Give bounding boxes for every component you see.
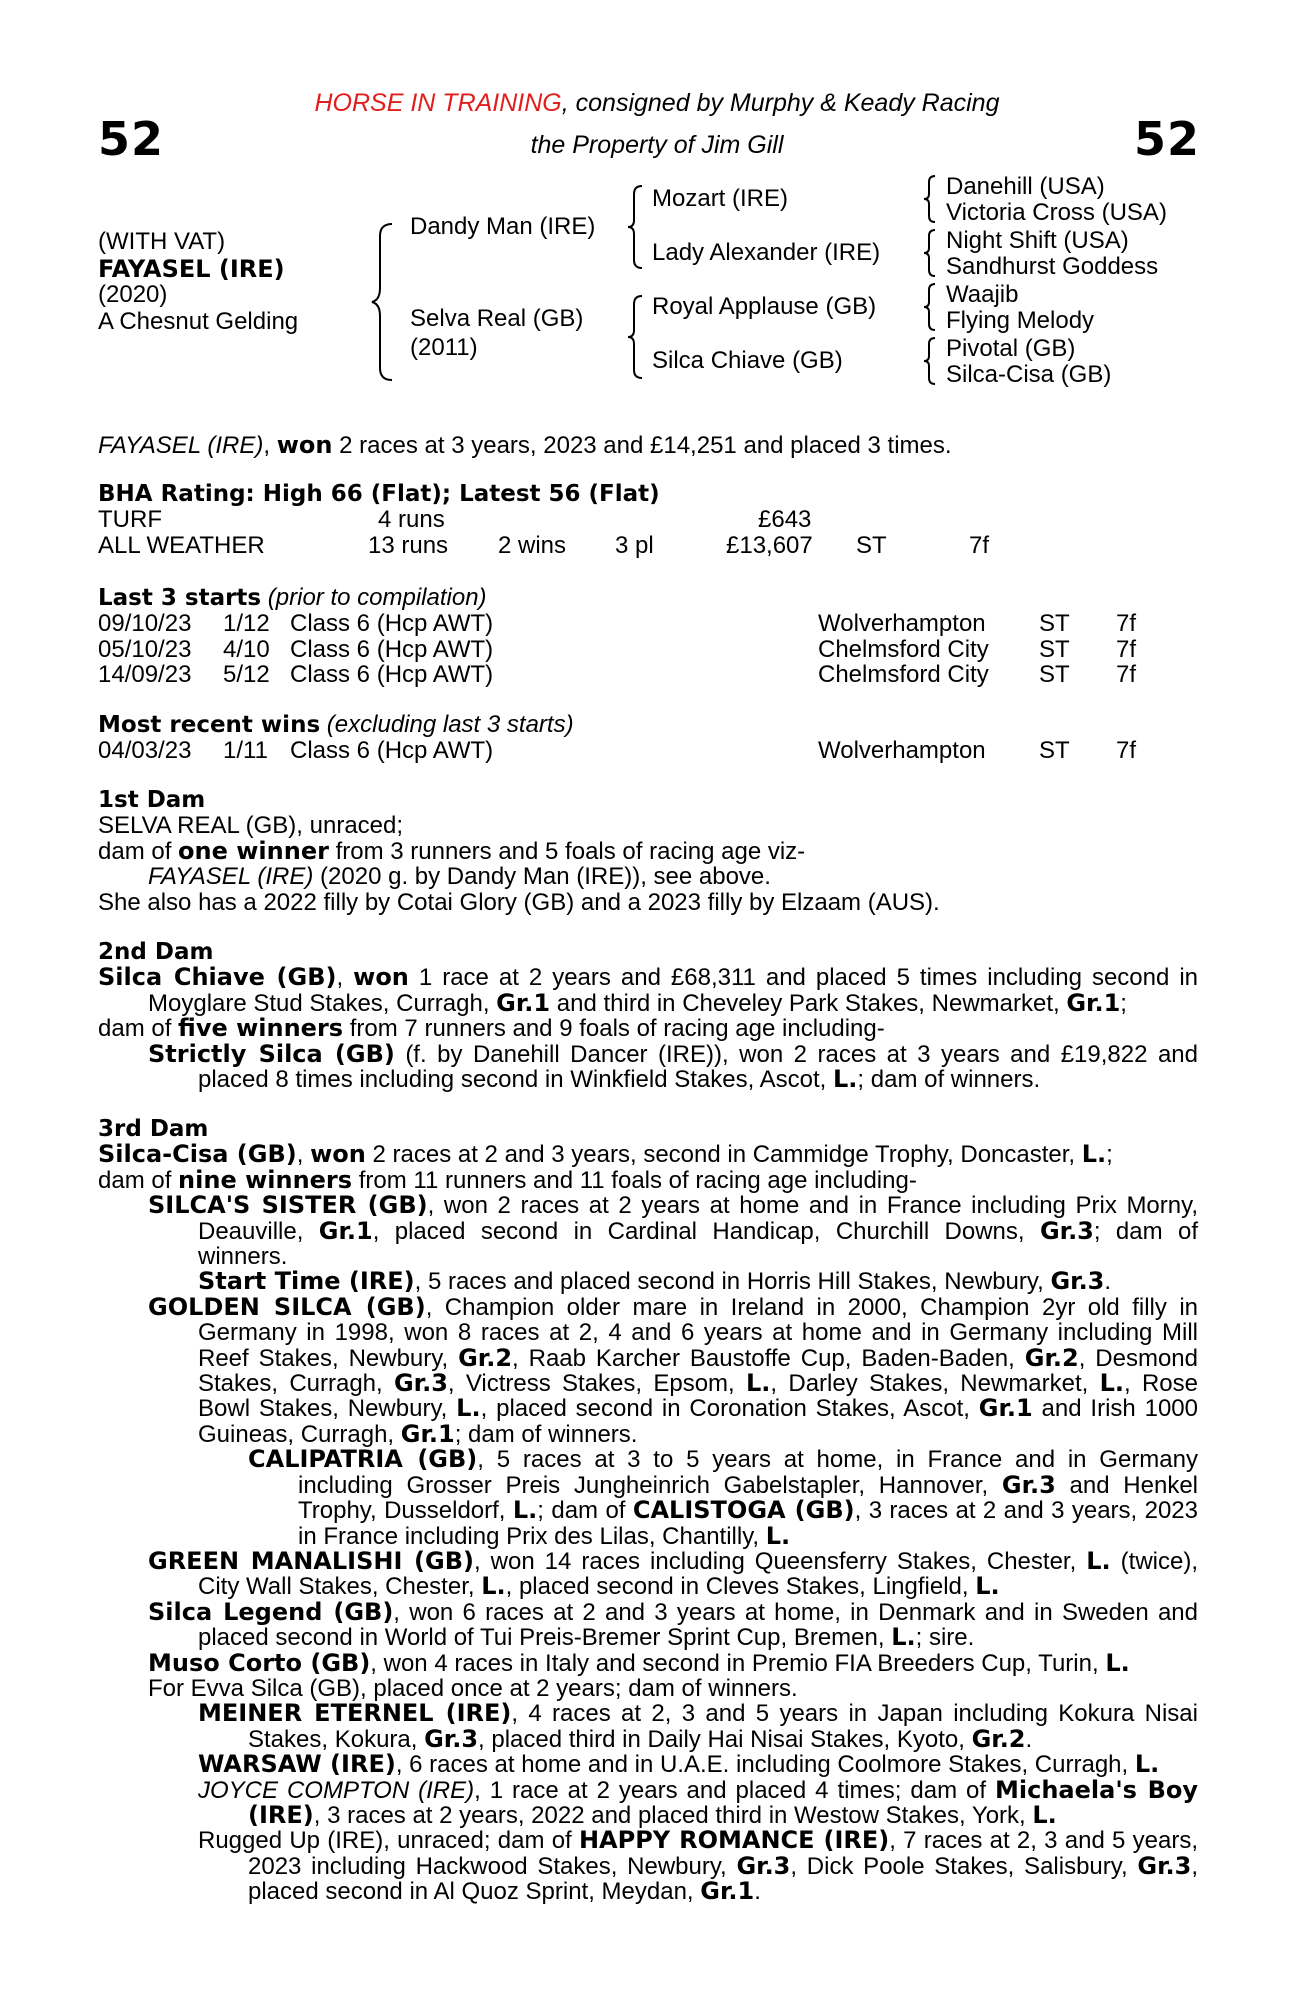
brace-g4 xyxy=(922,336,938,386)
brace-main xyxy=(370,222,400,382)
race-summary: FAYASEL (IRE), won 2 races at 3 years, 2023 and £14,251 and placed 3 times. xyxy=(98,431,952,459)
brace-g1 xyxy=(922,174,938,224)
ancestor-3: Night Shift (USA) xyxy=(946,227,1129,254)
brace-dam xyxy=(626,294,646,380)
ancestor-2: Victoria Cross (USA) xyxy=(946,199,1167,226)
brace-g2 xyxy=(922,228,938,278)
third-dam-section: 3rd Dam Silca-Cisa (GB), won 2 races at 2 and 3 years, second in Cammidge Trophy, Doncaster, L.; dam of nine winners from 11 runners and 11 foals of racing age including- SILCA'S SISTER (GB), won 2 races at 2 years at home and in France including Prix Morny, Deauville, Gr.1, placed second in Cardinal Handicap, Churchill Downs, Gr.3; dam of winners. Start Time (IRE), 5 races and placed second in Horris Hill Stakes, Newbury, Gr.3. GOLDEN SILCA (GB), Champion older mare in Ireland in 2000, Champion 2yr old filly in Germany in 1998, won 8 races at 2, 4 and 6 years at home and in Germany including Mill Reef Stakes, Newbury, Gr.2, Raab Karcher Baustoffe Cup, Baden-Baden, Gr.2, Desmond Stakes, Curragh, Gr.3, Victress Stakes, Epsom, L., Darley Stakes, Newmarket, L., Rose Bowl Stakes, Newbury, L., placed second in Coronation Stakes, Ascot, Gr.1 and Irish 1000 Guineas, Curragh, Gr.1; dam of winners. CALIPATRIA (GB), 5 races at 3 to 5 years at home, in France and in Germany including Grosser Preis Jungheinrich Gabelstapler, Hannover, Gr.3 and Henkel Trophy, Dusseldorf, L.; dam of CALISTOGA (GB), 3 races at 2 and 3 years, 2023 in France including Prix des Lilas, Chantilly, L. GREEN MANALISHI (GB), won 14 races including Queensferry Stakes, Chester, L. (twice), City Wall Stakes, Chester, L., placed second in Cleves Stakes, Lingfield, L. Silca Legend (GB), won 6 races at 2 and 3 years at home, in Denmark and in Sweden and placed second in World of Tui Preis-Bremer Sprint Cup, Bremen, L.; sire. Muso Corto (GB), won 4 races in Italy and second in Premio FIA Breeders Cup, Turin, L. For Evva Silca (GB), placed once at 2 years; dam of winners. MEINER ETERNEL (IRE), 4 races at 2, 3 and 5 years in Japan including Kokura Nisai Stakes, Kokura, Gr.3, placed third in Daily Hai Nisai Stakes, Kyoto, Gr.2. WARSAW (IRE), 6 races at home and in U.A.E. including Coolmore Stakes, Curragh, L. JOYCE COMPTON (IRE), 1 race at 2 years and placed 4 times; dam of Michaela's Boy (IRE), 3 races at 2 years, 2022 and placed third in Westow Stakes, York, L. Rugged Up (IRE), unraced; dam of HAPPY ROMANCE (IRE), 7 races at 2, 3 and 5 years, 2023 including Hackwood Stakes, Newbury, Gr.3, Dick Poole Stakes, Salisbury, Gr.3, placed second in Al Quoz Sprint, Meydan, Gr.1. xyxy=(98,1116,1199,1906)
win-row: 04/03/23 1/11 Class 6 (Hcp AWT) Wolverhampton ST 7f xyxy=(98,737,1137,765)
start-row: 14/09/23 5/12 Class 6 (Hcp AWT) Chelmsford City ST 7f xyxy=(98,661,1137,689)
brace-sire xyxy=(626,184,646,270)
ancestor-7: Pivotal (GB) xyxy=(946,335,1076,362)
property-line: the Property of Jim Gill xyxy=(530,131,784,159)
brace-g3 xyxy=(922,282,938,332)
rating-heading: BHA Rating: High 66 (Flat); Latest 56 (Flat) xyxy=(98,481,660,507)
start-row: 05/10/23 4/10 Class 6 (Hcp AWT) Chelmsford City ST 7f xyxy=(98,635,1137,663)
rating-row-turf: TURF 4 runs £643 xyxy=(98,506,812,534)
ancestor-1: Danehill (USA) xyxy=(946,173,1105,200)
second-dam-section: 2nd Dam Silca Chiave (GB), won 1 race at 2 years and £68,311 and placed 5 times including second in Moyglare Stud Stakes, Curragh, Gr.1 and third in Cheveley Park Stakes, Newmarket, Gr.1; dam of five winners from 7 runners and 9 foals of racing age including- Strictly Silca (GB) (f. by Danehill Dancer (IRE)), won 2 races at 3 years and £19,822 and placed 8 times including second in Winkfield Stakes, Ascot, L.; dam of winners. xyxy=(98,939,1199,1094)
last-three-starts: Last 3 starts (prior to compilation) 09/10/23 1/12 Class 6 (Hcp AWT) Wolverhampton ST 7f 05/10/23 4/10 Class 6 (Hcp AWT) Chelmsford City ST 7f 14/09/23 5/12 Class 6 (Hcp AWT) Chelmsford City ST 7f xyxy=(98,585,1198,688)
sire-sire: Mozart (IRE) xyxy=(652,185,789,212)
start-row: 09/10/23 1/12 Class 6 (Hcp AWT) Wolverhampton ST 7f xyxy=(98,610,1137,638)
rating-row-all-weather: ALL WEATHER 13 runs 2 wins 3 pl £13,607 ST 7f xyxy=(98,531,990,559)
horse-description: A Chesnut Gelding xyxy=(98,307,299,335)
dam: Selva Real (GB) xyxy=(410,305,584,332)
dam-year: (2011) xyxy=(410,334,478,361)
horse-identity xyxy=(98,229,298,335)
horse-year: (2020) xyxy=(98,281,168,308)
lot-number-left: 52 xyxy=(98,112,165,166)
dam-sire: Royal Applause (GB) xyxy=(652,293,877,320)
ancestor-8: Silca-Cisa (GB) xyxy=(946,361,1112,388)
lot-number-right: 52 xyxy=(1133,112,1200,166)
rating-section xyxy=(98,482,1198,558)
third-dam-heading: 3rd Dam xyxy=(98,1116,209,1142)
ancestor-6: Flying Melody xyxy=(946,307,1095,334)
ancestor-4: Sandhurst Goddess xyxy=(946,253,1159,280)
catalogue-header xyxy=(0,82,1314,166)
first-dam-section: 1st Dam SELVA REAL (GB), unraced; dam of one winner from 3 runners and 5 foals of racing age viz- FAYASEL (IRE) (2020 g. by Dandy Man (IRE)), see above. She also has a 2022 filly by Cotai Glory (GB) and a 2023 filly by Elzaam (AUS). xyxy=(98,788,1198,915)
sire-dam: Lady Alexander (IRE) xyxy=(652,239,881,266)
horse-in-training-label: HORSE IN TRAINING xyxy=(314,89,562,117)
horse-name: FAYASEL (IRE) xyxy=(98,254,285,283)
most-recent-wins: Most recent wins (excluding last 3 starts) 04/03/23 1/11 Class 6 (Hcp AWT) Wolverhampton ST 7f xyxy=(98,712,1198,764)
ancestor-5: Waajib xyxy=(946,281,1019,308)
vat-note: (WITH VAT) xyxy=(98,228,226,255)
dam-dam: Silca Chiave (GB) xyxy=(652,347,843,374)
summary-horse-name: FAYASEL (IRE) xyxy=(98,432,264,459)
consignor-line: HORSE IN TRAINING, consigned by Murphy & Keady Racing xyxy=(314,89,1000,117)
second-dam-heading: 2nd Dam xyxy=(98,939,214,965)
first-dam-heading: 1st Dam xyxy=(98,787,206,813)
sire: Dandy Man (IRE) xyxy=(410,213,596,240)
